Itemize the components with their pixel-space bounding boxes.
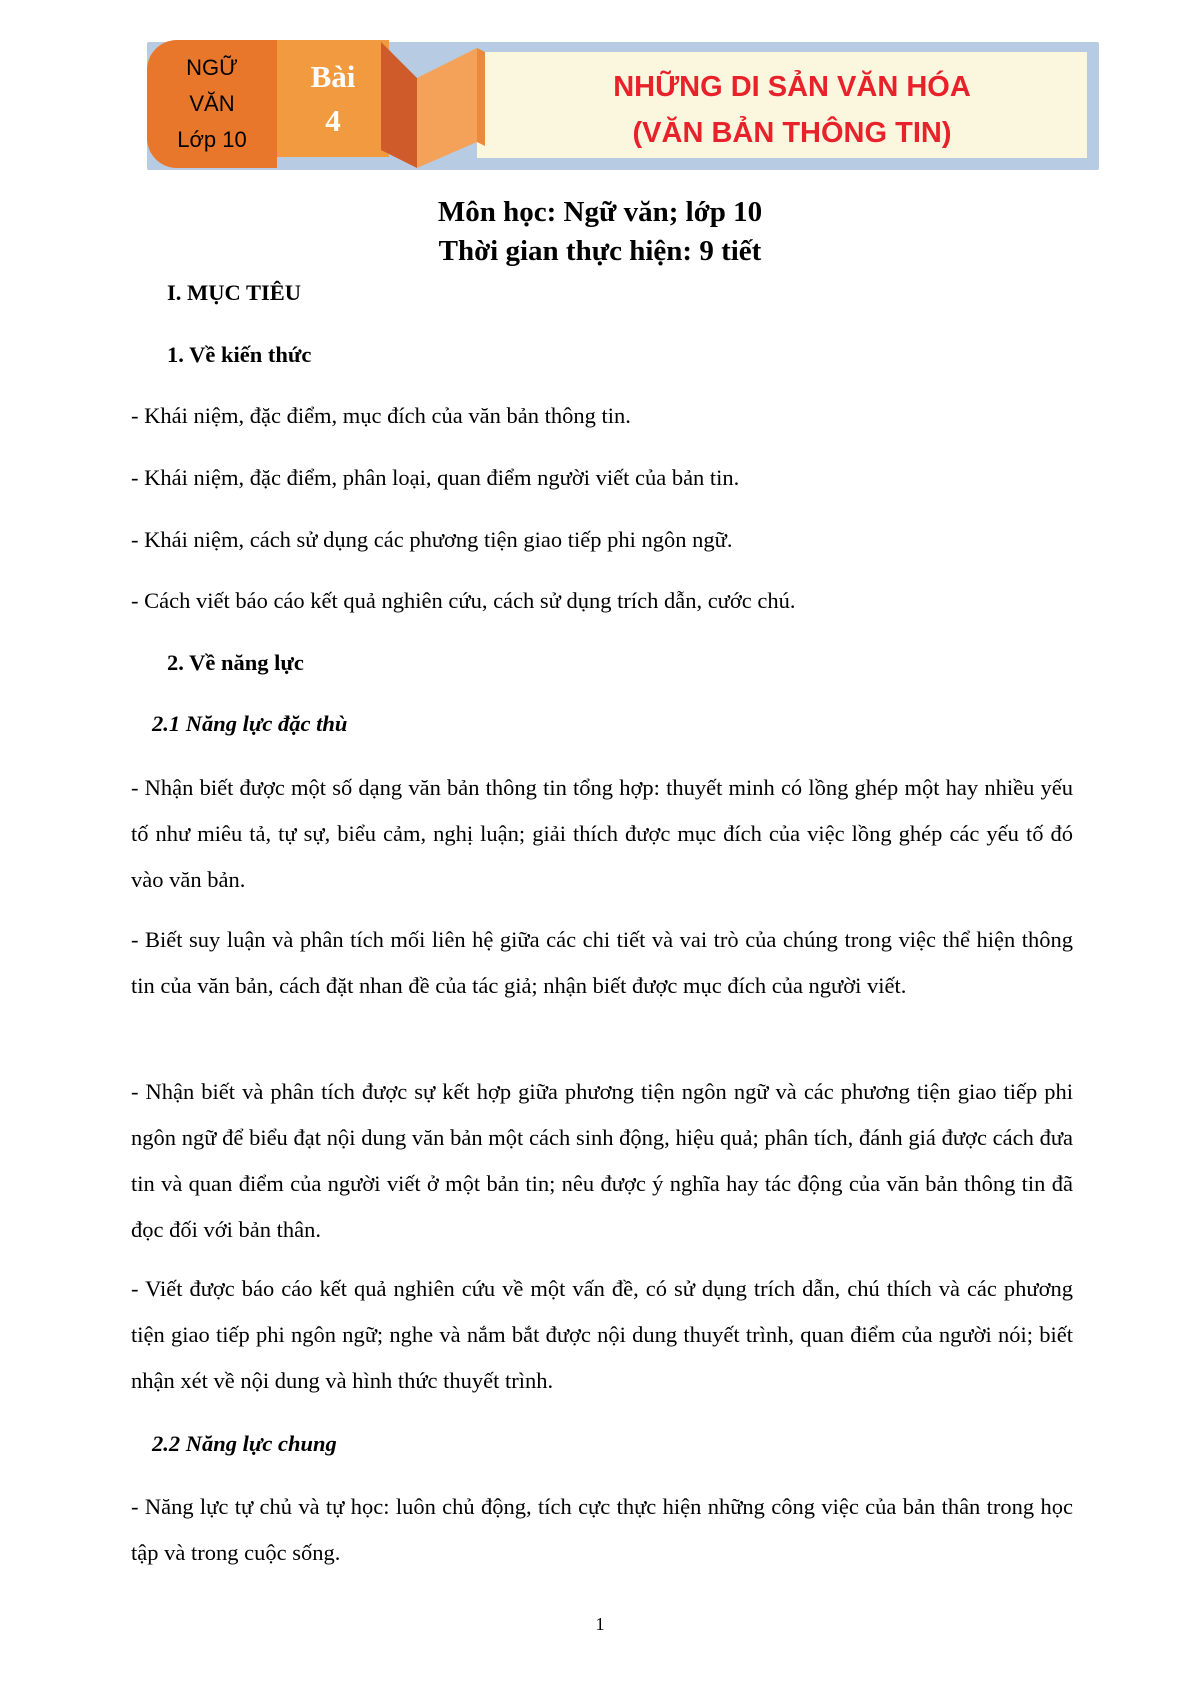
- specific-competence-item: - Nhận biết và phân tích được sự kết hợp giữa phương tiện ngôn ngữ và các phương tiện giao tiếp phi ngôn ngữ để biểu đạt nội dung văn bản một cách sinh động, hiệu quả; phân tích, đánh giá được cách đưa tin và quan điểm của người viết ở một bản tin; nêu được ý nghĩa hay tác động của văn bản thông tin đã đọc đối với bản thân.: [131, 1079, 1073, 1242]
- lesson-label: Bài: [310, 58, 356, 94]
- lesson-banner: [147, 42, 1099, 170]
- lesson-title-line-2: (VĂN BẢN THÔNG TIN): [632, 117, 952, 149]
- subject-badge: [147, 40, 277, 168]
- subject-line-3: Lớp 10: [177, 127, 247, 152]
- open-book-icon: [381, 38, 491, 168]
- lesson-title: [507, 64, 1077, 156]
- knowledge-item: - Khái niệm, cách sử dụng các phương tiện giao tiếp phi ngôn ngữ.: [131, 527, 733, 552]
- lesson-title-line-1: NHỮNG DI SẢN VĂN HÓA: [613, 71, 971, 103]
- general-competence-item: - Năng lực tự chủ và tự học: luôn chủ động, tích cực thực hiện những công việc của bản thân trong học tập và trong cuộc sống.: [131, 1494, 1073, 1565]
- subject-line-2: VĂN: [189, 91, 235, 116]
- subheading-knowledge: 1. Về kiến thức: [167, 342, 312, 367]
- knowledge-item: - Cách viết báo cáo kết quả nghiên cứu, cách sử dụng trích dẫn, cước chú.: [131, 588, 796, 613]
- specific-competence-item: - Nhận biết được một số dạng văn bản thông tin tổng hợp: thuyết minh có lồng ghép một hay nhiều yếu tố như miêu tả, tự sự, biểu cảm, nghị luận; giải thích được mục đích của việc lồng ghép các yếu tố đó vào văn bản.: [131, 775, 1073, 892]
- subheading-general-competence: 2.2 Năng lực chung: [152, 1431, 337, 1456]
- subheading-competence: 2. Về năng lực: [167, 650, 304, 675]
- page-number: 1: [595, 1614, 605, 1634]
- knowledge-item: - Khái niệm, đặc điểm, phân loại, quan điểm người viết của bản tin.: [131, 465, 740, 490]
- knowledge-item: - Khái niệm, đặc điểm, mục đích của văn bản thông tin.: [131, 403, 631, 428]
- subheading-specific-competence: 2.1 Năng lực đặc thù: [152, 711, 348, 736]
- duration-line: Thời gian thực hiện: 9 tiết: [438, 235, 762, 267]
- section-heading-objectives: I. MỤC TIÊU: [167, 280, 301, 305]
- lesson-badge: [277, 40, 389, 157]
- specific-competence-item: - Biết suy luận và phân tích mối liên hệ giữa các chi tiết và vai trò của chúng trong việc thể hiện thông tin của văn bản, cách đặt nhan đề của tác giả; nhận biết được mục đích của người viết.: [131, 927, 1073, 998]
- lesson-number: 4: [325, 102, 341, 138]
- specific-competence-item: - Viết được báo cáo kết quả nghiên cứu về một vấn đề, có sử dụng trích dẫn, chú thích và các phương tiện giao tiếp phi ngôn ngữ; nghe và nắm bắt được nội dung thuyết trình, quan điểm của người nói; biết nhận xét về nội dung và hình thức thuyết trình.: [131, 1276, 1073, 1393]
- course-line: Môn học: Ngữ văn; lớp 10: [437, 196, 763, 228]
- subject-line-1: NGỮ: [186, 55, 238, 80]
